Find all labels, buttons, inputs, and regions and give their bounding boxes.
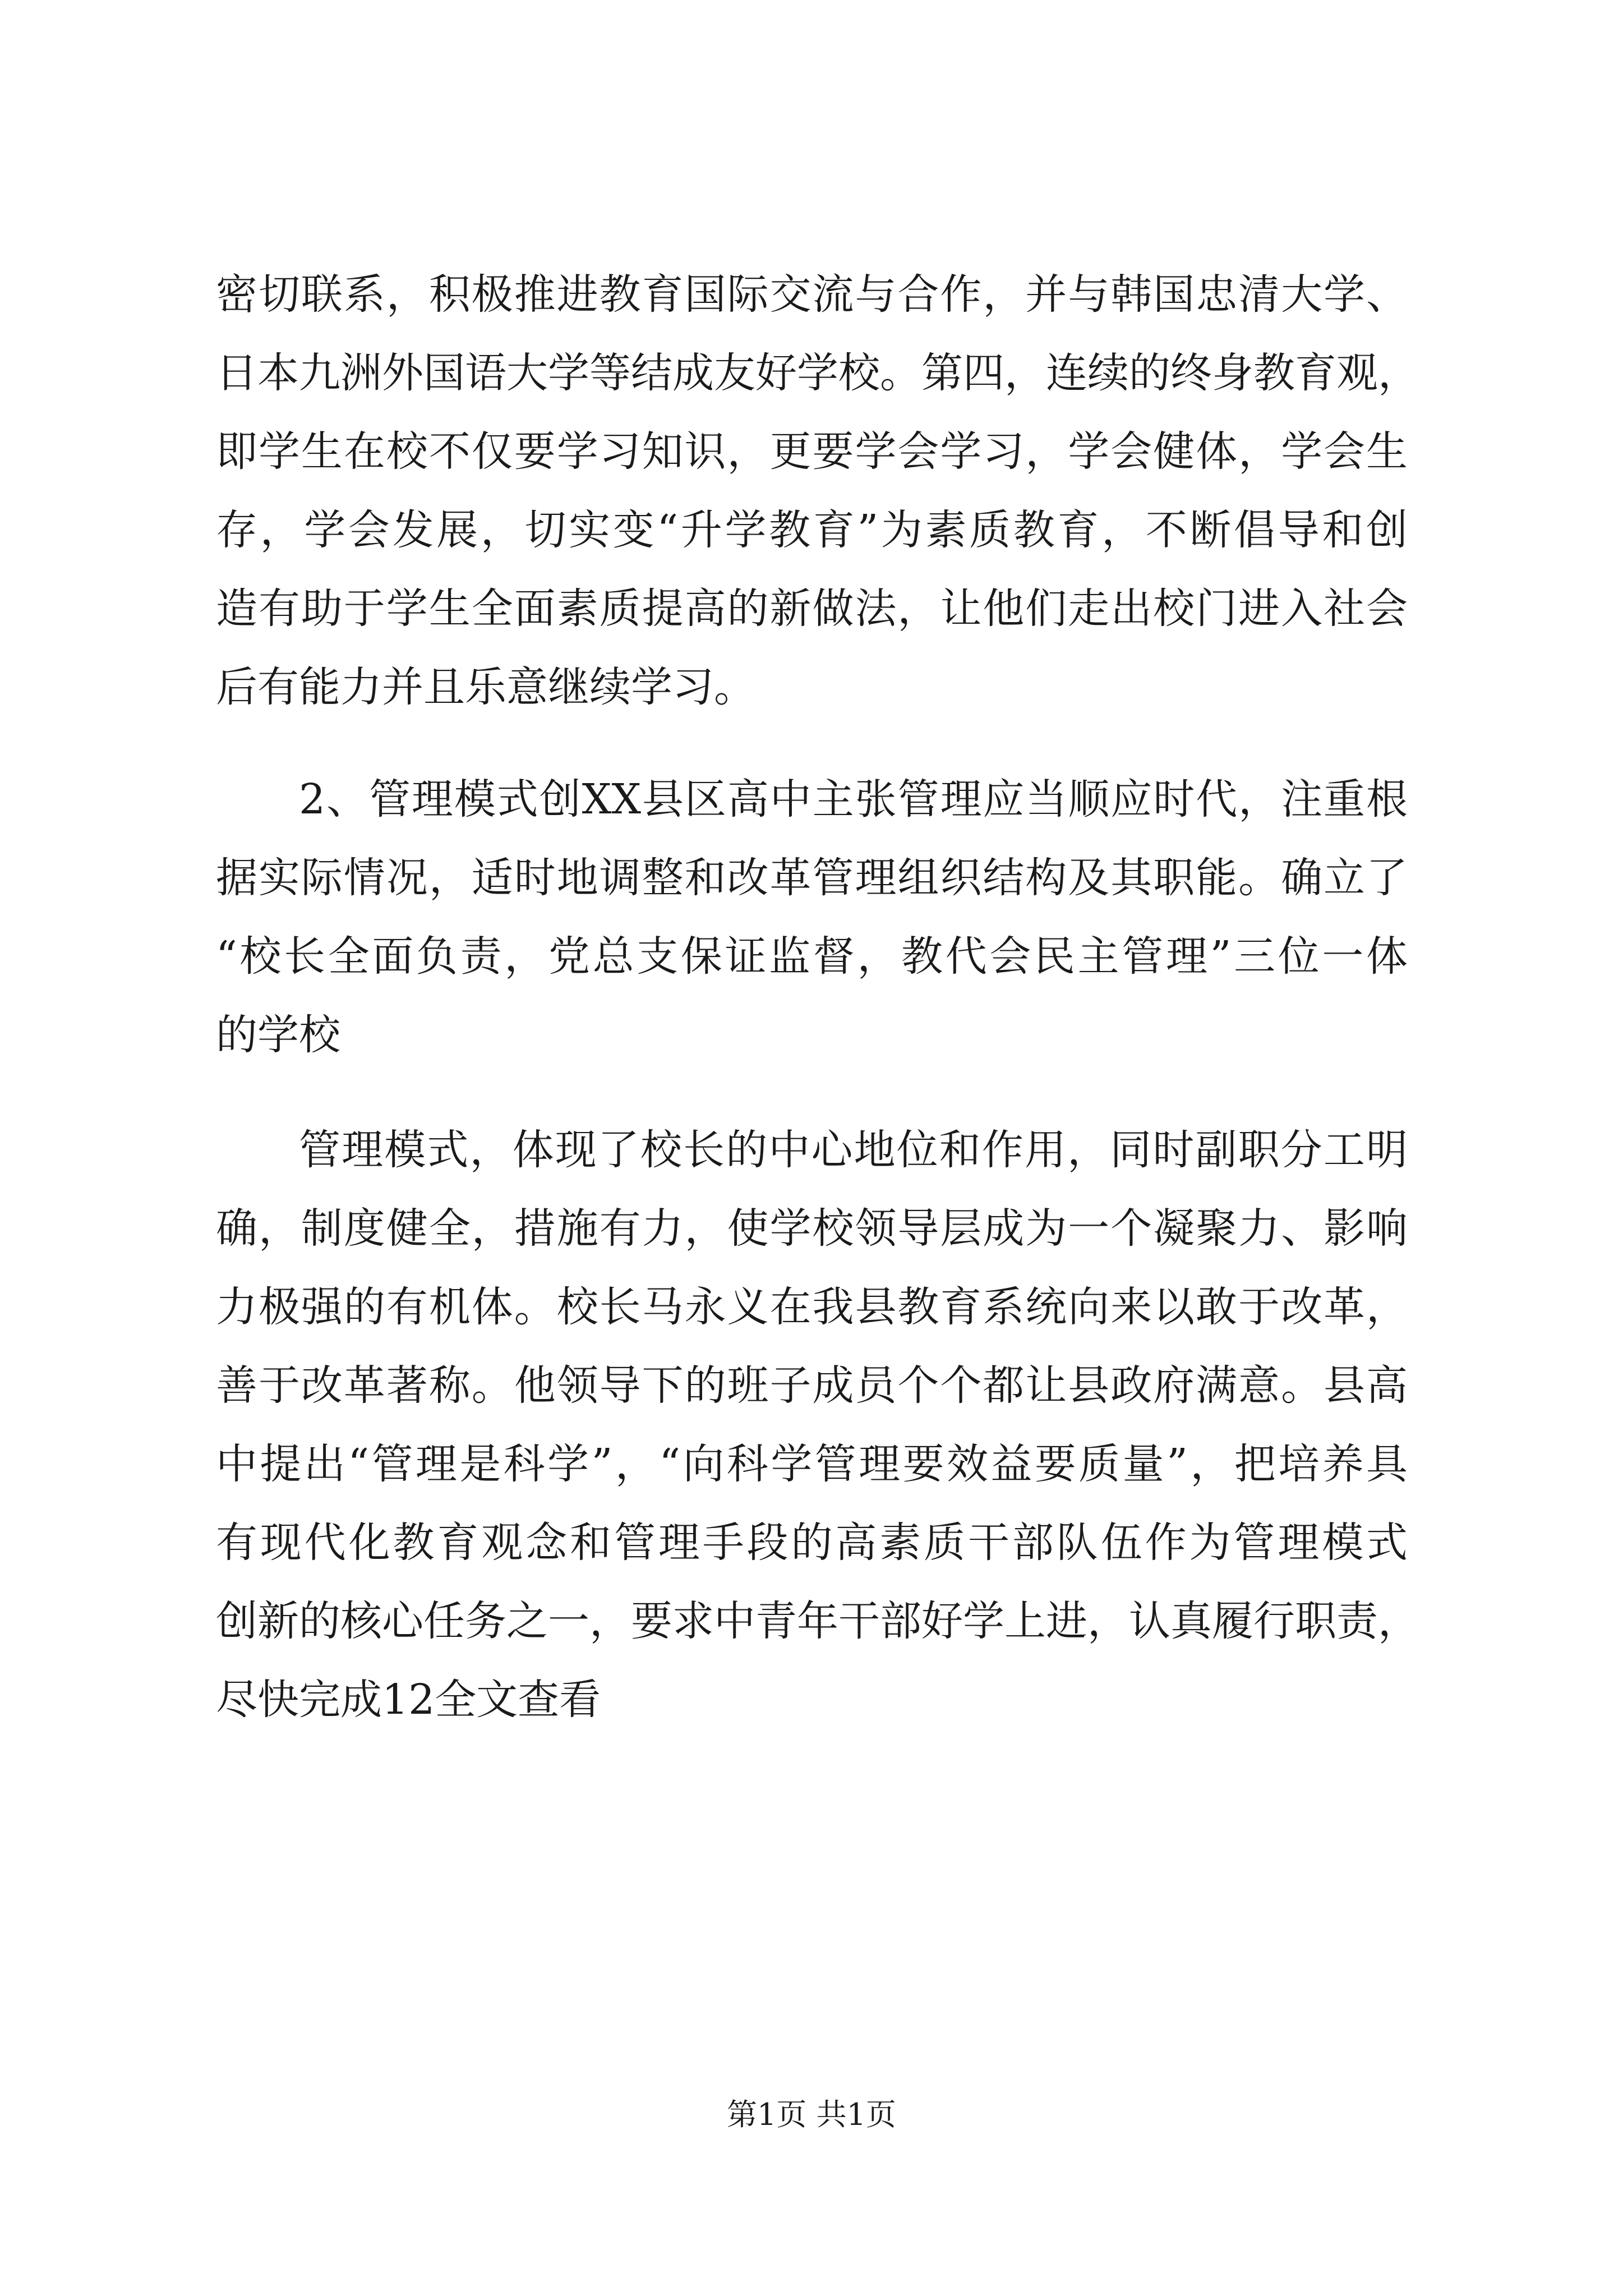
- paragraph-line: 的学校: [216, 1011, 340, 1059]
- paragraph-line: 确，制度健全，措施有力，使学校领导层成为一个凝聚力、影响: [216, 1204, 1408, 1253]
- paragraph-line: 中提出“管理是科学”，“向科学管理要效益要质量”，把培养具: [216, 1440, 1408, 1488]
- paragraph-line: 即学生在校不仅要学习知识，更要学会学习，学会健体，学会生: [216, 427, 1408, 476]
- paragraph-line: 管理模式，体现了校长的中心地位和作用，同时副职分工明: [299, 1126, 1408, 1174]
- paragraph-line: 有现代化教育观念和管理手段的高素质干部队伍作为管理模式: [216, 1519, 1408, 1567]
- paragraph-line: 密切联系，积极推进教育国际交流与合作，并与韩国忠清大学、: [216, 270, 1408, 319]
- paragraph-line: 后有能力并且乐意继续学习。: [216, 663, 755, 711]
- paragraph-line: “校长全面负责，党总支保证监督，教代会民主管理”三位一体: [216, 932, 1408, 981]
- paragraph-line: 力极强的有机体。校长马永义在我县教育系统向来以敢于改革，: [216, 1283, 1408, 1331]
- page-footer: 第1页 共1页: [727, 2097, 896, 2132]
- paragraph-line: 造有助于学生全面素质提高的新做法，让他们走出校门进入社会: [216, 585, 1408, 633]
- paragraph-line: 据实际情况，适时地调整和改革管理组织结构及其职能。确立了: [216, 854, 1408, 902]
- paragraph-line: 善于改革著称。他领导下的班子成员个个都让县政府满意。县高: [216, 1361, 1408, 1410]
- paragraph-line: 2、管理模式创XX县区高中主张管理应当顺应时代，注重根: [299, 775, 1408, 823]
- paragraph-line: 创新的核心任务之一，要求中青年干部好学上进，认真履行职责，: [216, 1597, 1419, 1645]
- paragraph-line: 日本九洲外国语大学等结成友好学校。第四，连续的终身教育观，: [216, 349, 1419, 397]
- paragraph-line: 存，学会发展，切实变“升学教育”为素质教育，不断倡导和创: [216, 506, 1408, 554]
- paragraph-line: 尽快完成12全文查看: [216, 1676, 601, 1724]
